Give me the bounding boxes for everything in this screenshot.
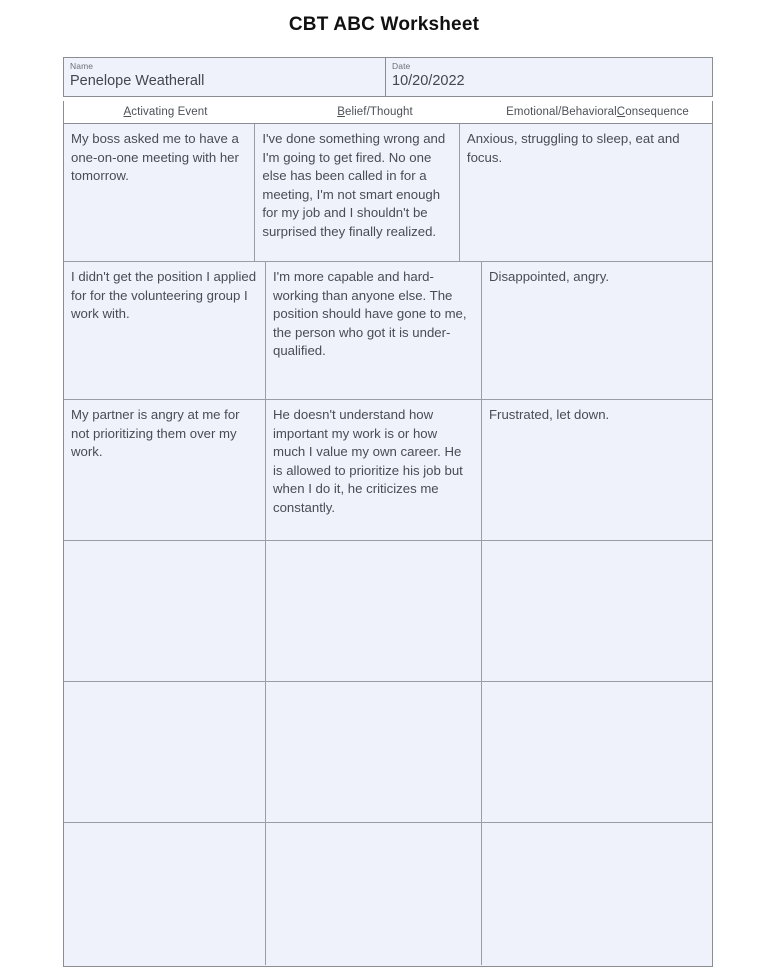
cell-belief-thought[interactable]	[266, 682, 482, 822]
column-header-belief-thought-accel: B	[337, 106, 345, 118]
column-header-belief-thought-rest: elief/Thought	[344, 106, 413, 118]
table-row	[64, 400, 712, 541]
cell-activating-event[interactable]: My boss asked me to have a one-on-one meeting with her tomorrow.	[64, 124, 255, 261]
column-header-activating-event-rest: ctivating Event	[131, 106, 208, 118]
cell-activating-event[interactable]: I didn't get the position I applied for for the volunteering group I work with.	[64, 262, 266, 399]
cell-consequence[interactable]	[482, 541, 712, 681]
name-field[interactable]	[64, 58, 386, 96]
name-value: Penelope Weatherall	[70, 73, 205, 89]
abc-grid	[63, 123, 713, 967]
identity-header	[63, 57, 713, 97]
cell-belief-thought[interactable]: He doesn't understand how important my work is or how much I value my own career. He is allowed to prioritize his job but when I do it, he criticizes me constantly.	[266, 400, 482, 540]
page-title: CBT ABC Worksheet	[288, 14, 480, 35]
cell-consequence[interactable]: Frustrated, let down.	[489, 407, 610, 422]
cell-consequence[interactable]: Anxious, struggling to sleep, eat and focus.	[466, 131, 680, 165]
cell-activating-event[interactable]	[64, 541, 266, 681]
cell-belief-thought[interactable]	[266, 823, 482, 965]
column-header-activating-event	[64, 101, 267, 123]
cell-consequence[interactable]	[482, 682, 712, 822]
cell-consequence[interactable]: Disappointed, angry.	[489, 269, 609, 284]
column-header-consequence	[483, 101, 712, 123]
table-row	[64, 541, 712, 682]
cell-belief-thought[interactable]: I'm more capable and hard-working than anyone else. The position should have gone to me, the person who got it is under-qualified.	[266, 262, 482, 399]
table-row	[64, 682, 712, 823]
cell-belief-thought[interactable]	[266, 541, 482, 681]
cell-activating-event[interactable]	[64, 682, 266, 822]
cell-belief-thought[interactable]: I've done something wrong and I'm going to get fired. No one else has been called in for a meeting, I'm not smart enough for my job and I shouldn't be surprised they finally realized.	[255, 124, 460, 261]
cell-consequence[interactable]	[482, 823, 712, 965]
column-header-consequence-rest: onsequence	[625, 106, 689, 118]
cell-activating-event[interactable]: My partner is angry at me for not prioritizing them over my work.	[64, 400, 266, 540]
column-header-consequence-prefix: Emotional/Behavioral	[506, 106, 617, 118]
table-row	[64, 262, 712, 400]
column-header-activating-event-accel: A	[123, 106, 132, 118]
table-row	[64, 124, 712, 262]
column-header-belief-thought	[267, 101, 483, 123]
cell-activating-event[interactable]	[64, 823, 266, 965]
name-caption: Name	[70, 61, 94, 71]
date-caption: Date	[392, 61, 411, 71]
date-value: 10/20/2022	[392, 73, 465, 89]
date-field[interactable]	[386, 58, 712, 96]
column-header-consequence-accel: C	[616, 106, 626, 118]
table-row	[64, 823, 712, 965]
column-header-row	[63, 101, 713, 123]
